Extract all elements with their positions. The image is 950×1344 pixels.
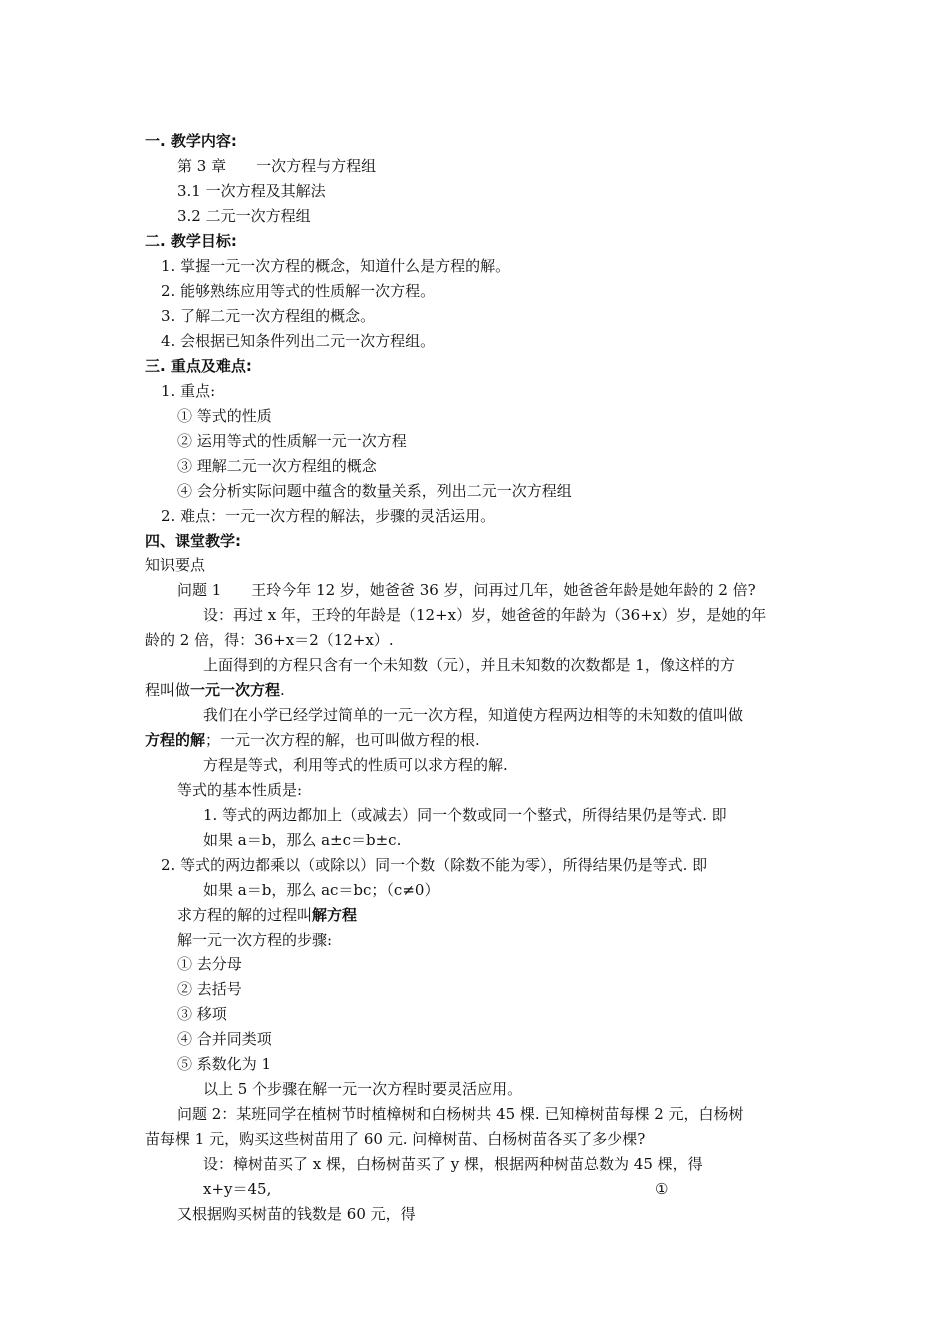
difficulty-point: 2. 难点：一元一次方程的解法，步骤的灵活运用。: [161, 507, 496, 525]
step-item: ③ 移项: [177, 1005, 227, 1023]
key-point: ④ 会分析实际问题中蕴含的数量关系，列出二元一次方程组: [177, 482, 572, 500]
step-item: ① 去分母: [177, 955, 242, 973]
definition-paragraph: 方程是等式，利用等式的性质可以求方程的解.: [203, 756, 508, 774]
step-item: ② 去括号: [177, 980, 242, 998]
problem-2-more: 又根据购买树苗的钱数是 60 元，得: [177, 1205, 416, 1223]
section-heading-content: 一. 教学内容:: [145, 132, 237, 150]
section-heading-teaching: 四、课堂教学:: [145, 532, 241, 550]
key-label: 1. 重点:: [161, 382, 216, 400]
property-2: 2. 等式的两边都乘以（或除以）同一个数（除数不能为零），所得结果仍是等式. 即: [161, 856, 708, 874]
text-run: .: [280, 681, 285, 699]
text-run: ；一元一次方程的解，也可叫做方程的根.: [205, 731, 480, 749]
problem-2-cont: 苗每棵 1 元，购买这些树苗用了 60 元. 问樟树苗、白杨树苗各买了多少棵?: [145, 1130, 646, 1148]
property-1-cont: 如果 a＝b，那么 a±c＝b±c.: [203, 831, 402, 849]
goal-item: 4. 会根据已知条件列出二元一次方程组。: [161, 332, 436, 350]
definition-paragraph: 我们在小学已经学过简单的一元一次方程，知道使方程两边相等的未知数的值叫做: [203, 706, 744, 724]
goal-item: 3. 了解二元一次方程组的概念。: [161, 307, 376, 325]
section-item: 3.1 一次方程及其解法: [177, 182, 326, 200]
key-point: ③ 理解二元一次方程组的概念: [177, 457, 377, 475]
section-heading-goals: 二. 教学目标:: [145, 232, 237, 250]
problem-1-setup-cont: 龄的 2 倍，得：36+x＝2（12+x）.: [145, 631, 394, 649]
term-linear-equation: 一元一次方程: [190, 681, 281, 699]
steps-note: 以上 5 个步骤在解一元一次方程时要灵活应用。: [203, 1080, 523, 1098]
text-run: 程叫做: [145, 681, 191, 699]
definition-paragraph: 上面得到的方程只含有一个未知数（元），并且未知数的次数都是 1，像这样的方: [203, 656, 735, 674]
goal-item: 1. 掌握一元一次方程的概念，知道什么是方程的解。: [161, 257, 511, 275]
step-item: ⑤ 系数化为 1: [177, 1055, 272, 1073]
steps-heading: 解一元一次方程的步骤:: [177, 931, 333, 949]
problem-1-setup: 设：再过 x 年，王玲的年龄是（12+x）岁，她爸爸的年龄为（36+x）岁，是她的年: [203, 606, 767, 624]
problem-2: 问题 2：某班同学在植树节时植樟树和白杨树共 45 棵. 已知樟树苗每棵 2 元，白杨树: [177, 1105, 744, 1123]
knowledge-label: 知识要点: [145, 556, 206, 574]
solve-definition: [177, 903, 357, 928]
section-heading-keypoints: 三. 重点及难点:: [145, 357, 252, 375]
property-1: 1. 等式的两边都加上（或减去）同一个数或同一个整式，所得结果仍是等式. 即: [203, 806, 727, 824]
key-point: ② 运用等式的性质解一元一次方程: [177, 432, 407, 450]
equation-1-tag: ①: [655, 1180, 669, 1198]
key-point: ① 等式的性质: [177, 407, 272, 425]
term-equation-solution: 方程的解: [145, 731, 206, 749]
properties-heading: 等式的基本性质是:: [177, 781, 303, 799]
goal-item: 2. 能够熟练应用等式的性质解一次方程。: [161, 282, 436, 300]
definition-line: [145, 728, 480, 753]
problem-2-setup: 设：樟树苗买了 x 棵，白杨树苗买了 y 棵，根据两种树苗总数为 45 棵，得: [203, 1155, 703, 1173]
problem-1: 问题 1 王玲今年 12 岁，她爸爸 36 岁，问再过几年，她爸爸年龄是她年龄的 2 倍?: [177, 581, 756, 599]
property-2-cont: 如果 a＝b，那么 ac＝bc；（c≠0）: [203, 881, 440, 899]
chapter-title: 第 3 章 一次方程与方程组: [177, 157, 377, 175]
text-run: 求方程的解的过程叫: [177, 906, 313, 924]
definition-line: [145, 678, 285, 703]
section-item: 3.2 二元一次方程组: [177, 207, 311, 225]
equation-1: x+y＝45,: [203, 1180, 272, 1198]
step-item: ④ 合并同类项: [177, 1030, 272, 1048]
term-solve-equation: 解方程: [312, 906, 358, 924]
